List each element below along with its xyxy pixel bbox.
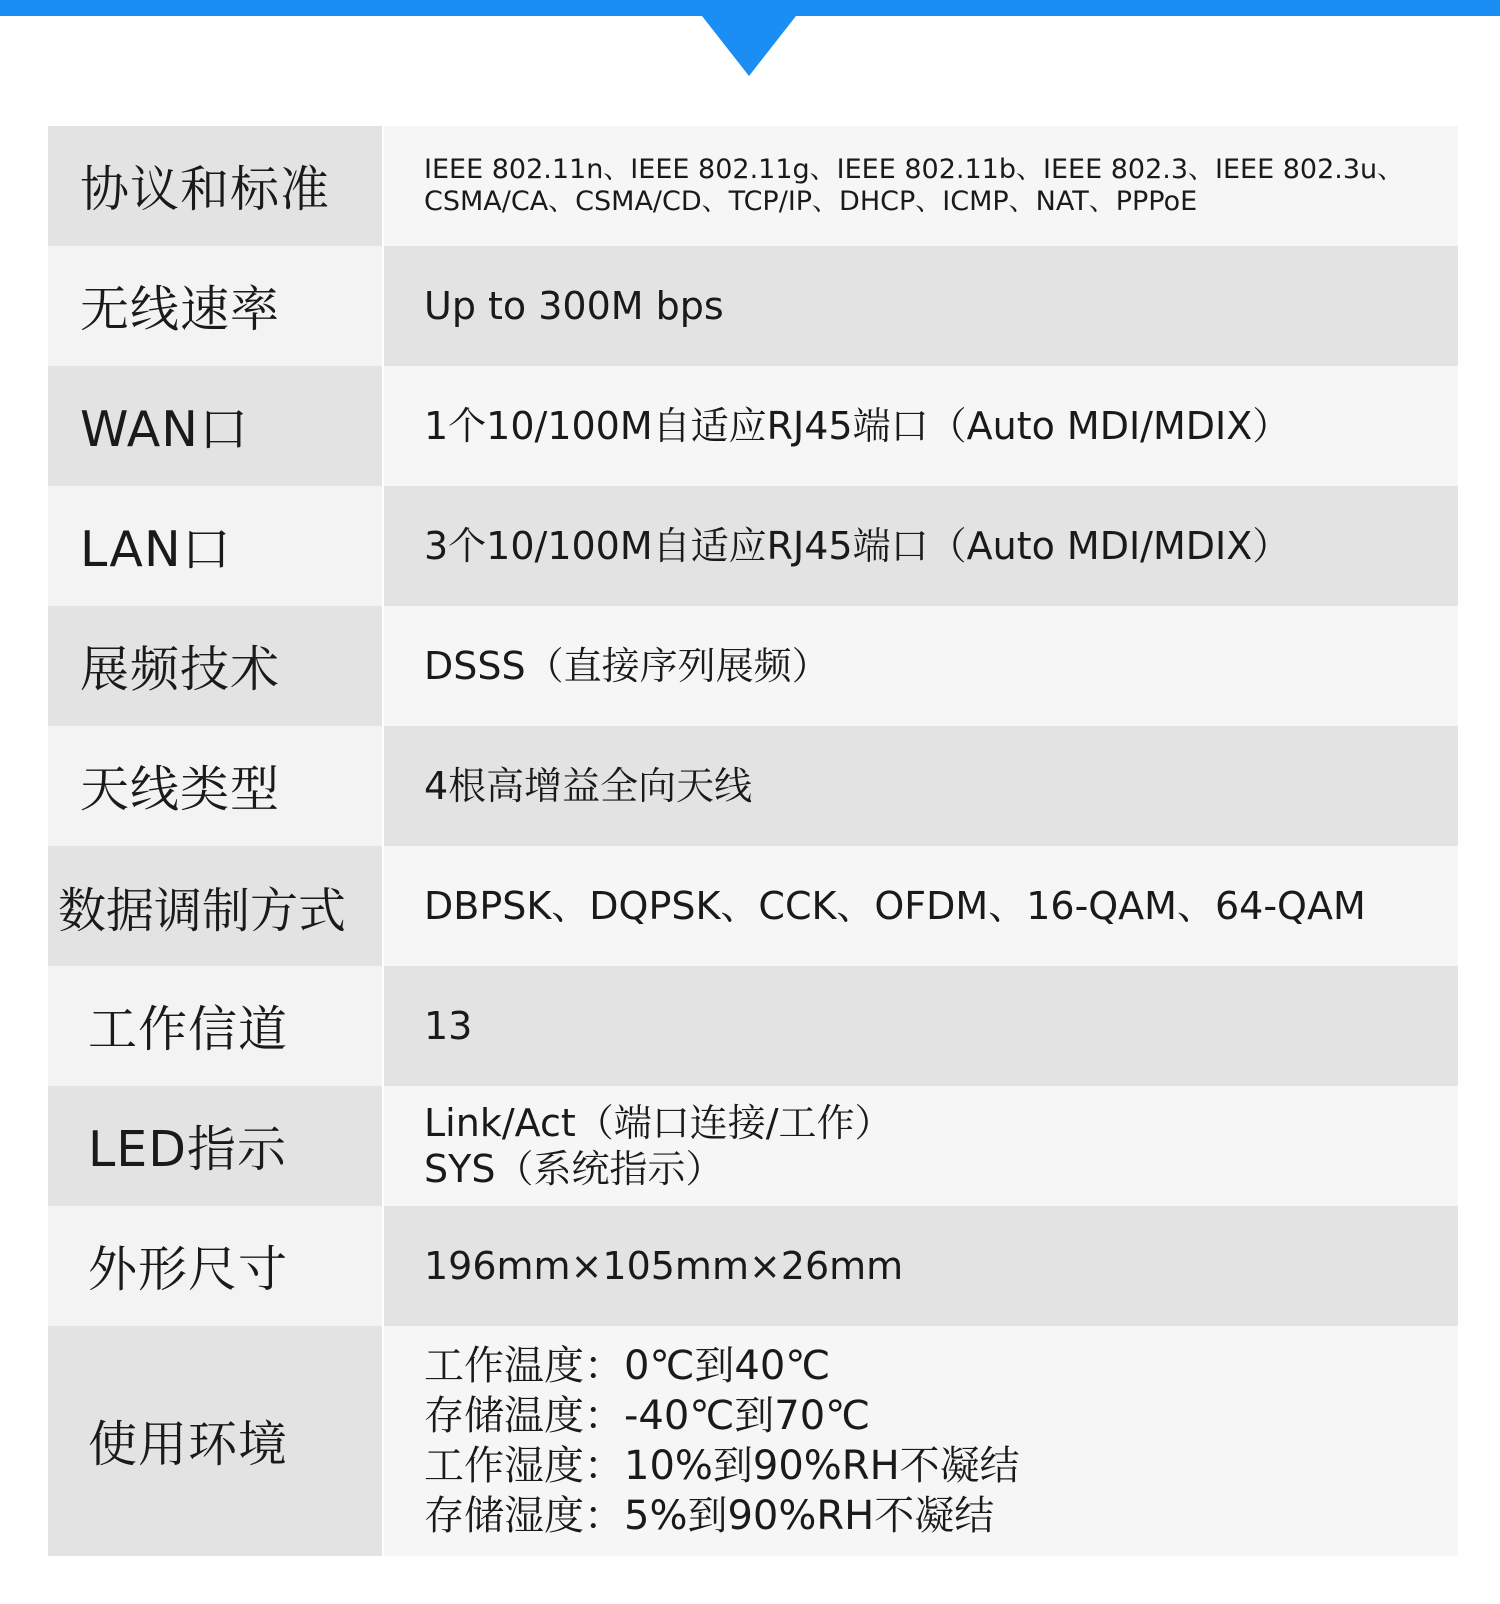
spec-row-modulation (48, 846, 1458, 966)
spec-value (384, 846, 1458, 966)
spec-label: 使用环境 (48, 1326, 384, 1556)
spec-label: WAN口 (48, 366, 384, 486)
spec-value (384, 366, 1458, 486)
spec-value-line: CSMA/CA、CSMA/CD、TCP/IP、DHCP、ICMP、NAT、PPPoE (424, 186, 1198, 217)
spec-value-line: 1个10/100M自适应RJ45端口（Auto MDI/MDIX） (424, 404, 1291, 448)
spec-label: LED指示 (48, 1086, 384, 1206)
spec-label: 数据调制方式 (48, 846, 384, 966)
spec-value-line: 3个10/100M自适应RJ45端口（Auto MDI/MDIX） (424, 524, 1291, 568)
spec-value-line: Link/Act（端口连接/工作） (424, 1101, 893, 1145)
spec-value-line: 4根高增益全向天线 (424, 764, 753, 808)
spec-row-spread-spectrum (48, 606, 1458, 726)
spec-value-line: 存储温度：-40℃到70℃ (424, 1393, 871, 1439)
spec-label: 无线速率 (48, 246, 384, 366)
spec-label: LAN口 (48, 486, 384, 606)
spec-value (384, 606, 1458, 726)
spec-value (384, 726, 1458, 846)
spec-label: 外形尺寸 (48, 1206, 384, 1326)
spec-table (48, 126, 1458, 1556)
spec-row-dimensions (48, 1206, 1458, 1326)
spec-label: 协议和标准 (48, 126, 384, 246)
spec-row-protocols (48, 126, 1458, 246)
spec-value-line: DBPSK、DQPSK、CCK、OFDM、16-QAM、64-QAM (424, 884, 1366, 928)
spec-row-antenna-type (48, 726, 1458, 846)
spec-value-line: 工作湿度：10%到90%RH不凝结 (424, 1443, 1020, 1489)
spec-row-wireless-rate (48, 246, 1458, 366)
spec-value (384, 1206, 1458, 1326)
spec-label: 天线类型 (48, 726, 384, 846)
spec-value-line: IEEE 802.11n、IEEE 802.11g、IEEE 802.11b、IEEE 802.3、IEEE 802.3u、 (424, 154, 1405, 185)
spec-value (384, 1086, 1458, 1206)
spec-value-line: 196mm×105mm×26mm (424, 1244, 904, 1288)
spec-value (384, 486, 1458, 606)
spec-label: 展频技术 (48, 606, 384, 726)
spec-row-lan-port (48, 486, 1458, 606)
spec-value (384, 126, 1458, 246)
spec-value-line: Up to 300M bps (424, 284, 724, 328)
spec-value (384, 1326, 1458, 1556)
spec-value-line: 存储湿度：5%到90%RH不凝结 (424, 1493, 995, 1539)
top-accent-bar (0, 0, 1500, 16)
spec-value (384, 246, 1458, 366)
spec-label: 工作信道 (48, 966, 384, 1086)
spec-value-line: DSSS（直接序列展频） (424, 644, 830, 688)
spec-value (384, 966, 1458, 1086)
spec-value-line: 工作温度：0℃到40℃ (424, 1343, 831, 1389)
spec-row-environment (48, 1326, 1458, 1556)
spec-value-line: 13 (424, 1004, 473, 1048)
spec-row-channels (48, 966, 1458, 1086)
spec-row-wan-port (48, 366, 1458, 486)
spec-row-led (48, 1086, 1458, 1206)
spec-value-line: SYS（系统指示） (424, 1147, 724, 1191)
down-arrow-icon (702, 16, 796, 76)
